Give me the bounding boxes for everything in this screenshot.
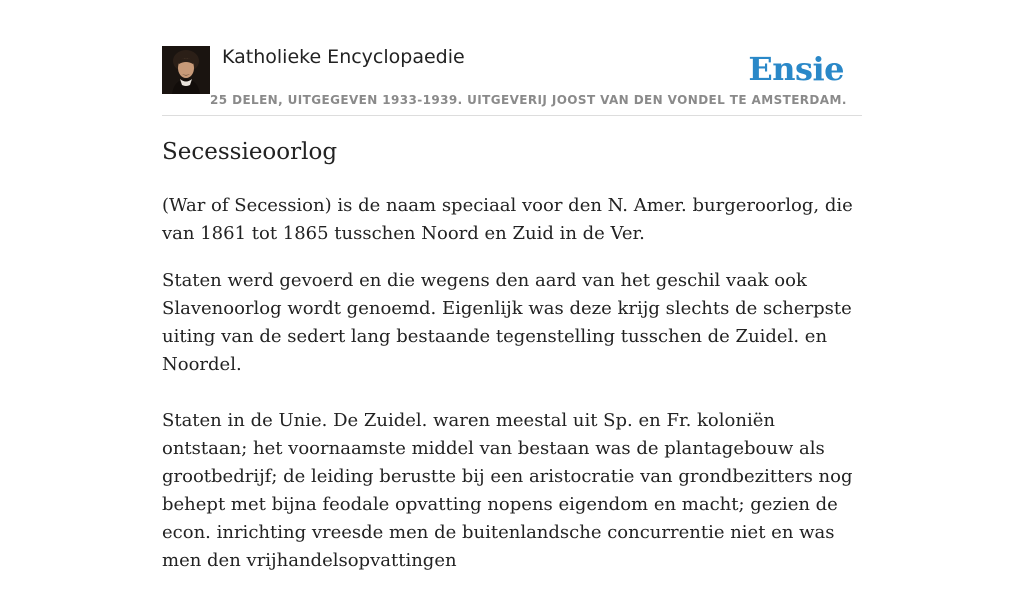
portrait-avatar-icon[interactable]: [162, 46, 210, 94]
book-subtitle: 25 DELEN, UITGEGEVEN 1933-1939. UITGEVERIJ JOOST VAN DEN VONDEL TE AMSTERDAM.: [210, 93, 847, 107]
entry-title: Secessieoorlog: [162, 139, 338, 165]
site-header: [162, 40, 862, 116]
entry-paragraph: (War of Secession) is de naam speciaal voor den N. Amer. burgeroorlog, die van 1861 tot 1865 tusschen Noord en Zuid in de Ver.: [162, 195, 853, 244]
portrait-avatar-icon-svg: [162, 46, 210, 94]
entry-paragraph: Staten werd gevoerd en die wegens den aard van het geschil vaak ook Slavenoorlog wordt genoemd. Eigenlijk was deze krijg slechts de scherpste uiting van de sedert lang bestaande tegenstelling tusschen de Zuidel. en Noordel.: [162, 270, 852, 375]
entry-content: [162, 192, 862, 594]
book-title[interactable]: Katholieke Encyclopaedie: [222, 46, 465, 68]
ensie-logo-link[interactable]: Ensie: [748, 50, 844, 88]
entry-paragraph: Staten in de Unie. De Zuidel. waren meestal uit Sp. en Fr. koloniën ontstaan; het voornaamste middel van bestaan was de plantagebouw als grootbedrijf; de leiding berustte bij een aristocratie van grondbezitters nog behept met bijna feodale opvatting nopens eigendom en macht; gezien de econ. inrichting vreesde men de buitenlandsche concurrentie niet en was men den vrijhandelsopvattingen: [162, 410, 853, 571]
